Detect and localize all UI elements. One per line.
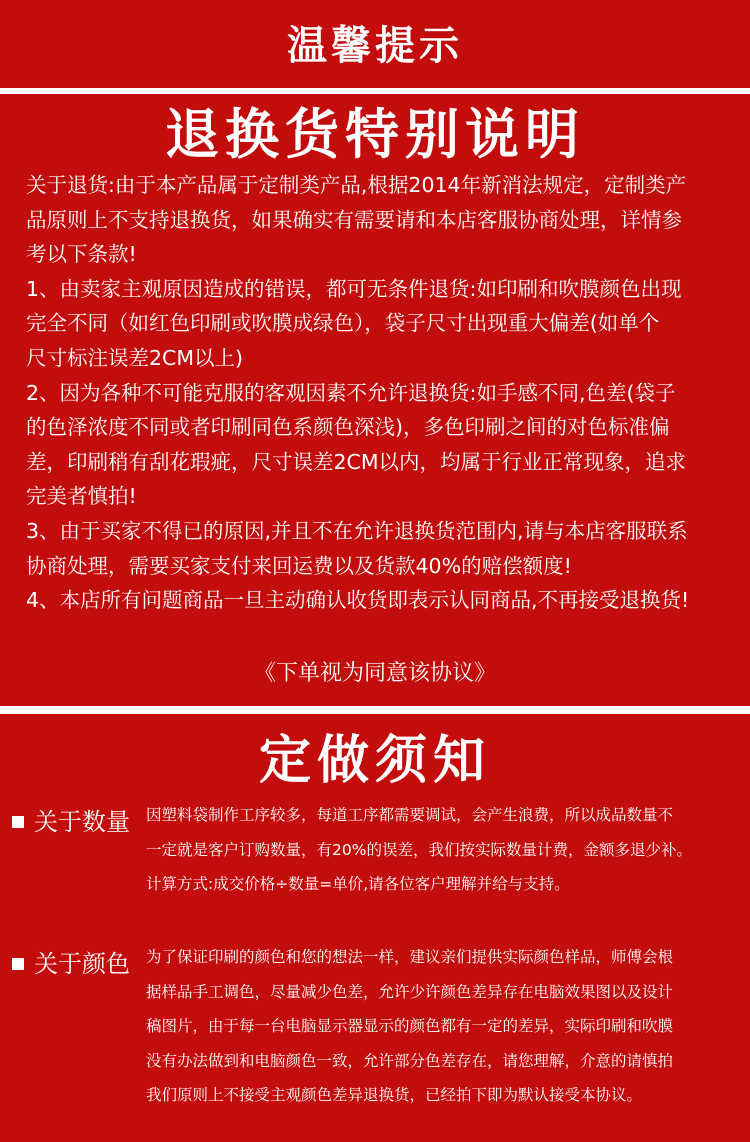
policy-line: 尺寸标注误差2CM以上)	[26, 345, 244, 370]
quantity-line: 因塑料袋制作工序较多，每道工序都需要调试，会产生浪费，所以成品数量不	[146, 806, 674, 824]
agreement-note: 《下单视为同意该协议》	[253, 661, 496, 686]
policy-line: 3、由于买家不得已的原因,并且不在允许退换货范围内,请与本店客服联系	[26, 518, 688, 543]
color-line: 据样品手工调色，尽量减少色差，允许少许颜色差异存在电脑效果图以及设计	[146, 982, 674, 1001]
returns-heading: 退换货特别说明	[165, 103, 585, 166]
quantity-line: 一定就是客户订购数量，有20%的误差，我们按实际数量计费，金额多退少补。	[146, 840, 692, 859]
returns-policy-text	[26, 168, 728, 618]
color-label-text: 关于颜色	[34, 950, 130, 978]
color-line: 稿图片，由于每一台电脑显示器显示的颜色都有一定的差异，实际印刷和吹膜	[146, 1017, 674, 1035]
policy-line: 差，印刷稍有刮花瑕疵，尺寸误差2CM以内，均属于行业正常现象，追求	[26, 449, 687, 474]
color-label	[12, 948, 130, 980]
square-bullet-icon	[12, 958, 24, 970]
policy-line: 品原则上不支持退换货，如果确实有需要请和本店客服协商处理，详情参	[26, 207, 682, 232]
policy-line: 2、因为各种不可能克服的客观因素不允许退换货:如手感不同,色差(袋子	[26, 380, 676, 405]
policy-line: 1、由卖家主观原因造成的错误，都可无条件退货:如印刷和吹膜颜色出现	[26, 276, 682, 301]
policy-line: 的色泽浓度不同或者印刷同色系颜色深浅)，多色印刷之间的对色标准偏	[26, 415, 670, 440]
color-line: 为了保证印刷的颜色和您的想法一样，建议亲们提供实际颜色样品，师傅会根	[146, 948, 674, 966]
color-line: 没有办法做到和电脑颜色一致，允许部分色差存在，请您理解，介意的请慎拍	[146, 1051, 674, 1070]
policy-line: 4、本店所有问题商品一旦主动确认收货即表示认同商品,不再接受退换货!	[26, 588, 690, 613]
divider-top	[0, 88, 750, 94]
color-line: 我们原则上不接受主观颜色差异退换货，已经拍下即为默认接受本协议。	[146, 1086, 643, 1104]
square-bullet-icon	[12, 816, 24, 828]
policy-line: 协商处理，需要买家支付来回运费以及货款40%的赔偿额度!	[26, 553, 572, 578]
divider-bottom	[0, 706, 750, 714]
quantity-line: 计算方式:成交价格÷数量=单价,请各位客户理解并给与支持。	[146, 875, 570, 893]
policy-line: 完美者慎拍!	[26, 484, 137, 509]
quantity-label-text: 关于数量	[34, 808, 130, 836]
policy-line: 关于退货:由于本产品属于定制类产品,根据2014年新消法规定，定制类产	[26, 173, 687, 197]
banner-title: 温馨提示	[0, 0, 750, 84]
quantity-text	[146, 798, 746, 902]
color-text	[146, 940, 746, 1113]
policy-line: 完全不同（如红色印刷或吹膜成绿色），袋子尺寸出现重大偏差(如单个	[26, 311, 660, 336]
quantity-label	[12, 806, 130, 838]
custom-heading: 定做须知	[258, 731, 491, 791]
policy-line: 考以下条款!	[26, 242, 137, 267]
